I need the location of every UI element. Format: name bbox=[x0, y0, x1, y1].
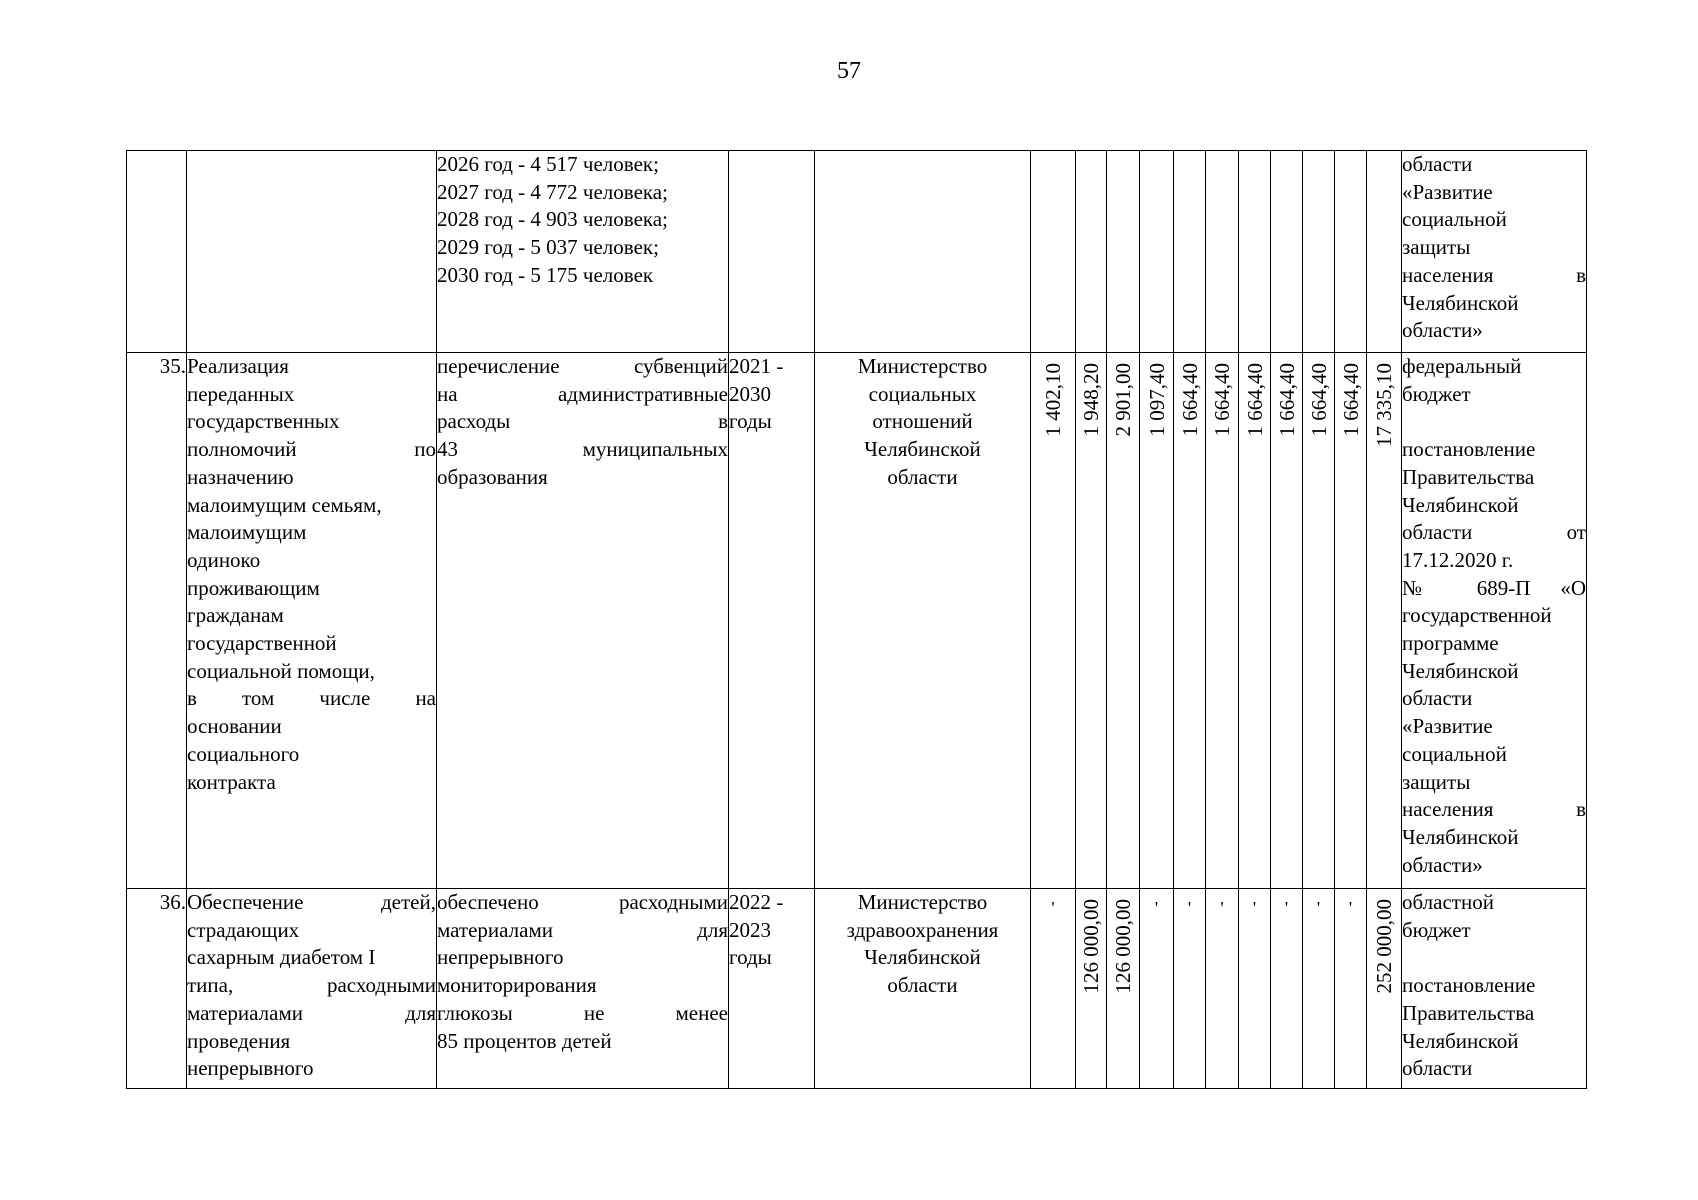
dash-value: ' bbox=[1220, 898, 1224, 918]
text-line: непрерывного bbox=[187, 1056, 314, 1081]
dash-value: ' bbox=[1154, 898, 1159, 918]
total-value-cell bbox=[1367, 353, 1402, 889]
vertical-value: 1 664,40 bbox=[1210, 363, 1234, 437]
text-line: глюкозы не менее bbox=[437, 1000, 728, 1025]
executor-cell bbox=[815, 353, 1031, 889]
text-line: проживающим bbox=[187, 575, 320, 600]
year-value-cell bbox=[1140, 889, 1174, 1089]
text-line: области bbox=[887, 973, 958, 998]
text-line: 2030 bbox=[729, 381, 771, 406]
text-line: области» bbox=[1402, 318, 1483, 343]
text-line: защиты bbox=[1402, 769, 1471, 794]
year-value-cell bbox=[1206, 353, 1239, 889]
text-line: области от bbox=[1402, 520, 1586, 545]
text-line: проведения bbox=[187, 1028, 291, 1053]
text-line: назначению bbox=[187, 464, 294, 489]
row-number bbox=[127, 151, 187, 353]
text-line: 2023 bbox=[729, 917, 771, 942]
event-name-cell bbox=[187, 353, 437, 889]
vertical-value: 1 664,40 bbox=[1338, 363, 1363, 437]
text-line: 2030 год - 5 175 человек bbox=[437, 262, 654, 287]
text-line: Челябинской bbox=[1402, 658, 1519, 683]
text-line: непрерывного bbox=[437, 945, 564, 970]
result-cell bbox=[437, 889, 729, 1089]
event-name-cell bbox=[187, 151, 437, 353]
program-table bbox=[126, 150, 1587, 1089]
text-line: здравоохранения bbox=[846, 917, 999, 942]
text-line: 2021 - bbox=[729, 354, 784, 378]
text-line: на административные bbox=[437, 381, 728, 406]
executor-cell bbox=[815, 889, 1031, 1089]
vertical-value: 1 664,40 bbox=[1306, 363, 1331, 437]
text-line: 2028 год - 4 903 человека; bbox=[437, 207, 668, 232]
dash-value: ' bbox=[1316, 898, 1321, 918]
text-line: населения в bbox=[1402, 262, 1586, 287]
year-value-cell bbox=[1335, 151, 1367, 353]
text-line: социальной bbox=[1402, 207, 1507, 232]
dash-value: ' bbox=[1284, 898, 1289, 918]
text-line: контракта bbox=[187, 769, 276, 794]
dash-value: ' bbox=[1252, 898, 1257, 918]
text-line: годы bbox=[729, 945, 772, 970]
year-value-cell bbox=[1206, 889, 1239, 1089]
result-cell bbox=[437, 353, 729, 889]
text-line: области bbox=[1402, 686, 1473, 711]
text-line: годы bbox=[729, 409, 772, 434]
year-value-cell bbox=[1174, 353, 1206, 889]
text-line: 2029 год - 5 037 человек; bbox=[437, 235, 659, 260]
text-line: образования bbox=[437, 464, 548, 489]
text-line: программе bbox=[1402, 631, 1499, 656]
text-line: одиноко bbox=[187, 547, 261, 572]
vertical-value: 1 097,40 bbox=[1144, 363, 1169, 437]
period-cell bbox=[729, 889, 815, 1089]
text-line: Челябинской bbox=[864, 945, 981, 970]
text-line: областной bbox=[1402, 890, 1494, 914]
result-cell bbox=[437, 151, 729, 353]
vertical-value: 1 664,40 bbox=[1274, 363, 1299, 437]
text-line: сахарным диабетом I bbox=[187, 945, 376, 970]
event-name-cell bbox=[187, 889, 437, 1089]
year-value-cell bbox=[1076, 889, 1107, 1089]
year-value-cell bbox=[1239, 889, 1271, 1089]
text-line: бюджет bbox=[1402, 917, 1471, 942]
text-line: бюджет bbox=[1402, 381, 1471, 406]
source-cell bbox=[1402, 889, 1587, 1089]
executor-cell bbox=[815, 151, 1031, 353]
text-line: социальных bbox=[868, 381, 977, 406]
text-line: Челябинской bbox=[1402, 492, 1519, 517]
year-value-cell bbox=[1303, 353, 1335, 889]
total-value-cell bbox=[1367, 889, 1402, 1089]
text-line: 85 процентов детей bbox=[437, 1028, 612, 1053]
text-line: основании bbox=[187, 714, 282, 739]
text-line: Реализация bbox=[187, 354, 289, 378]
year-value-cell bbox=[1174, 889, 1206, 1089]
text-line: 2022 - bbox=[729, 890, 784, 914]
year-value-cell bbox=[1239, 353, 1271, 889]
table-row bbox=[127, 889, 1587, 1089]
year-value-cell bbox=[1271, 151, 1303, 353]
year-value-cell bbox=[1174, 151, 1206, 353]
period-cell bbox=[729, 151, 815, 353]
table-row bbox=[127, 353, 1587, 889]
text-line: материалами для bbox=[437, 917, 728, 942]
total-value-cell bbox=[1367, 151, 1402, 353]
row-number: 35. bbox=[127, 353, 187, 889]
text-line: Челябинской bbox=[864, 437, 981, 462]
text-line: области» bbox=[1402, 852, 1483, 877]
year-value-cell bbox=[1107, 889, 1140, 1089]
text-line: 43 муниципальных bbox=[437, 437, 728, 462]
year-value-cell bbox=[1031, 889, 1076, 1089]
vertical-value: 1 402,10 bbox=[1041, 363, 1065, 437]
text-line: социальной bbox=[1402, 741, 1507, 766]
year-value-cell bbox=[1271, 889, 1303, 1089]
vertical-value: 126 000,00 bbox=[1111, 899, 1135, 994]
text-line: социальной помощи, bbox=[187, 658, 375, 683]
year-value-cell bbox=[1107, 353, 1140, 889]
table-row bbox=[127, 151, 1587, 353]
year-value-cell bbox=[1271, 353, 1303, 889]
year-value-cell bbox=[1076, 151, 1107, 353]
text-line: Министерство bbox=[857, 354, 988, 378]
text-line: социального bbox=[187, 741, 300, 766]
period-cell bbox=[729, 353, 815, 889]
text-line: 2026 год - 4 517 человек; bbox=[437, 152, 659, 176]
text-line: в том числе на bbox=[187, 686, 436, 711]
text-line: постановление bbox=[1402, 973, 1536, 998]
year-value-cell bbox=[1303, 151, 1335, 353]
text-line: 17.12.2020 г. bbox=[1402, 547, 1514, 572]
year-value-cell bbox=[1239, 151, 1271, 353]
text-line: расходы в bbox=[437, 409, 728, 434]
text-line: «Развитие bbox=[1402, 179, 1493, 204]
text-line: малоимущим bbox=[187, 520, 307, 545]
text-line: Правительства bbox=[1402, 1000, 1535, 1025]
text-line: № 689-П «О bbox=[1402, 575, 1586, 600]
text-line: области bbox=[1402, 152, 1473, 176]
text-line: мониторирования bbox=[437, 973, 597, 998]
text-line: перечисление субвенций bbox=[437, 354, 728, 378]
text-line: страдающих bbox=[187, 917, 300, 942]
text-line: гражданам bbox=[187, 603, 284, 628]
text-line: защиты bbox=[1402, 235, 1471, 260]
source-cell bbox=[1402, 353, 1587, 889]
vertical-value: 1 948,20 bbox=[1079, 363, 1103, 437]
vertical-value: 2 901,00 bbox=[1111, 363, 1135, 437]
text-line: Челябинской bbox=[1402, 290, 1519, 315]
text-line: государственной bbox=[187, 631, 337, 656]
text-line: постановление bbox=[1402, 437, 1536, 462]
text-line: населения в bbox=[1402, 797, 1586, 822]
dash-value: ' bbox=[1348, 898, 1353, 918]
vertical-value: 1 664,40 bbox=[1177, 363, 1202, 437]
vertical-value: 126 000,00 bbox=[1079, 899, 1103, 994]
text-line: обеспечено расходными bbox=[437, 890, 728, 914]
year-value-cell bbox=[1140, 151, 1174, 353]
year-value-cell bbox=[1303, 889, 1335, 1089]
text-line: государственных bbox=[187, 409, 340, 434]
year-value-cell bbox=[1206, 151, 1239, 353]
text-line: Обеспечение детей, bbox=[187, 890, 436, 914]
dash-value: ' bbox=[1051, 898, 1055, 918]
vertical-value: 1 664,40 bbox=[1242, 363, 1267, 437]
text-line: федеральный bbox=[1402, 354, 1522, 378]
text-line: области bbox=[887, 464, 958, 489]
year-value-cell bbox=[1335, 353, 1367, 889]
year-value-cell bbox=[1031, 151, 1076, 353]
year-value-cell bbox=[1031, 353, 1076, 889]
text-line: 2027 год - 4 772 человека; bbox=[437, 179, 668, 204]
text-line: типа, расходными bbox=[187, 973, 436, 998]
blank-line bbox=[1402, 408, 1586, 436]
dash-value: ' bbox=[1187, 898, 1192, 918]
text-line: Министерство bbox=[857, 890, 988, 914]
row-number: 36. bbox=[127, 889, 187, 1089]
year-value-cell bbox=[1076, 353, 1107, 889]
page-number: 57 bbox=[837, 58, 861, 84]
vertical-value: 17 335,10 bbox=[1372, 363, 1396, 447]
year-value-cell bbox=[1335, 889, 1367, 1089]
year-value-cell bbox=[1140, 353, 1174, 889]
year-value-cell bbox=[1107, 151, 1140, 353]
text-line: государственной bbox=[1402, 603, 1552, 628]
text-line: «Развитие bbox=[1402, 714, 1493, 739]
text-line: Правительства bbox=[1402, 464, 1535, 489]
vertical-value: 252 000,00 bbox=[1372, 899, 1396, 994]
text-line: переданных bbox=[187, 381, 295, 406]
text-line: материалами для bbox=[187, 1000, 436, 1025]
text-line: малоимущим семьям, bbox=[187, 492, 382, 517]
text-line: Челябинской bbox=[1402, 824, 1519, 849]
blank-line bbox=[1402, 944, 1586, 972]
text-line: полномочий по bbox=[187, 437, 436, 462]
source-cell bbox=[1402, 151, 1587, 353]
text-line: области bbox=[1402, 1056, 1473, 1081]
text-line: отношений bbox=[872, 409, 973, 434]
text-line: Челябинской bbox=[1402, 1028, 1519, 1053]
